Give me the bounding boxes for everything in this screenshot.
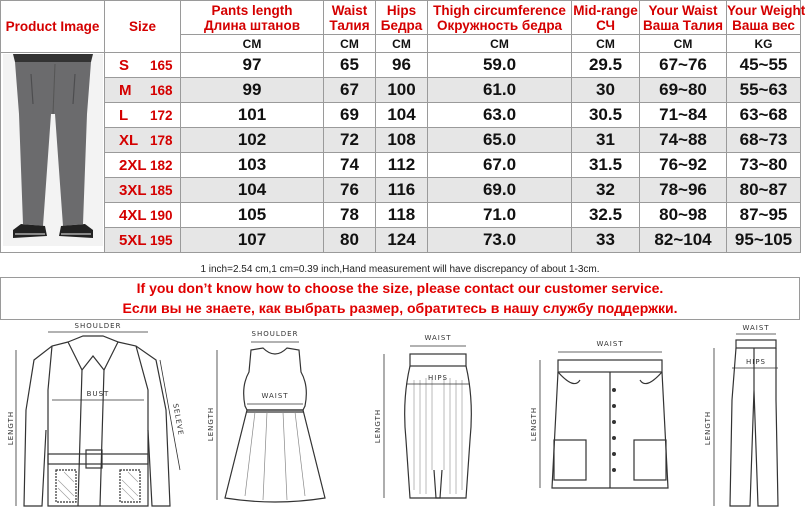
mid-range-value: 29.5 [572, 53, 640, 78]
thigh-value: 67.0 [428, 153, 572, 178]
hips-value: 108 [376, 128, 428, 153]
pants-model-image [3, 54, 103, 246]
dress-waist-label: WAIST [261, 392, 289, 400]
header-thigh: Thigh circumference Окружность бедра [428, 1, 572, 35]
jacket-diagram [8, 320, 190, 512]
header-your-waist: Your Waist Ваша Талия [640, 1, 727, 35]
pants-length-value: 104 [181, 178, 324, 203]
shorts-waist-label: WAIST [596, 340, 624, 348]
unit-cell: CM [181, 35, 324, 53]
your-waist-value: 71~84 [640, 103, 727, 128]
your-weight-value: 87~95 [727, 203, 801, 228]
size-label: XL [105, 128, 143, 153]
hips-value: 112 [376, 153, 428, 178]
header-your-weight: Your Weight Ваша вес [727, 2, 805, 33]
product-image [1, 53, 105, 253]
dress-diagram [205, 320, 340, 512]
size-label: 2XL [105, 153, 143, 178]
jacket-shoulder-label: SHOULDER [74, 322, 122, 330]
contact-notice [0, 277, 800, 320]
jacket-bust-label: BUST [86, 390, 110, 398]
your-waist-value: 67~76 [640, 53, 727, 78]
hips-value: 116 [376, 178, 428, 203]
dress-length-label: LENGTH [207, 406, 215, 442]
pants-waist-label: WAIST [742, 324, 770, 332]
size-label: M [105, 78, 143, 103]
mid-range-value: 32.5 [572, 203, 640, 228]
hips-value: 118 [376, 203, 428, 228]
your-weight-value: 73~80 [727, 153, 801, 178]
pants-length-value: 103 [181, 153, 324, 178]
height-value: 178 [143, 128, 181, 153]
header-product-image: Product Image [1, 1, 105, 53]
height-value: 182 [143, 153, 181, 178]
measurement-note: 1 inch=2.54 cm,1 cm=0.39 inch,Hand measurement will have discrepancy of about 1-3cm. [200, 264, 600, 275]
unit-cell: CM [324, 35, 376, 53]
pants-length-label: LENGTH [704, 410, 712, 446]
pants-diagram [700, 320, 796, 512]
mid-range-value: 32 [572, 178, 640, 203]
height-value: 185 [143, 178, 181, 203]
waist-value: 65 [324, 53, 376, 78]
skirt-length-label: LENGTH [374, 408, 382, 444]
pants-hips-label: HIPS [746, 358, 766, 366]
size-label: L [105, 103, 143, 128]
thigh-value: 65.0 [428, 128, 572, 153]
size-label: 5XL [105, 228, 143, 253]
mid-range-value: 30 [572, 78, 640, 103]
height-value: 195 [143, 228, 181, 253]
table-row [1, 228, 801, 253]
thigh-value: 63.0 [428, 103, 572, 128]
skirt-hips-label: HIPS [428, 374, 448, 382]
dress-shoulder-label: SHOULDER [251, 330, 299, 338]
height-value: 190 [143, 203, 181, 228]
table-row [1, 178, 801, 203]
shorts-length-label: LENGTH [530, 406, 538, 442]
jacket-length-label: LENGTH [7, 410, 15, 446]
jacket-sleeve-label: SELEVE [171, 403, 185, 437]
skirt-waist-label: WAIST [424, 334, 452, 342]
your-waist-value: 76~92 [640, 153, 727, 178]
your-weight-value: 95~105 [727, 228, 801, 253]
pants-length-value: 102 [181, 128, 324, 153]
hips-value: 124 [376, 228, 428, 253]
header-row [1, 1, 801, 35]
your-waist-value: 82~104 [640, 228, 727, 253]
thigh-value: 73.0 [428, 228, 572, 253]
height-value: 172 [143, 103, 181, 128]
pants-length-value: 101 [181, 103, 324, 128]
thigh-value: 71.0 [428, 203, 572, 228]
your-waist-value: 74~88 [640, 128, 727, 153]
unit-cell: CM [428, 35, 572, 53]
your-waist-value: 80~98 [640, 203, 727, 228]
hips-value: 100 [376, 78, 428, 103]
hips-value: 104 [376, 103, 428, 128]
waist-value: 74 [324, 153, 376, 178]
header-mid-range: Mid-range СЧ [573, 2, 638, 33]
size-label: 3XL [105, 178, 143, 203]
unit-cell: CM [376, 35, 428, 53]
pants-length-value: 107 [181, 228, 324, 253]
size-label: S [105, 53, 143, 78]
header-waist: Waist Талия [324, 1, 376, 35]
your-waist-value: 69~80 [640, 78, 727, 103]
pants-length-value: 97 [181, 53, 324, 78]
waist-value: 78 [324, 203, 376, 228]
height-value: 165 [143, 53, 181, 78]
waist-value: 76 [324, 178, 376, 203]
unit-cell: CM [572, 35, 640, 53]
header-pants-length: Pants length Длина штанов [181, 1, 324, 35]
size-label: 4XL [105, 203, 143, 228]
your-waist-value: 78~96 [640, 178, 727, 203]
pants-length-value: 99 [181, 78, 324, 103]
mid-range-value: 33 [572, 228, 640, 253]
waist-value: 80 [324, 228, 376, 253]
contact-russian: Если вы не знаете, как выбрать размер, обратитесь в нашу службу поддержки. [122, 300, 678, 316]
mid-range-value: 31 [572, 128, 640, 153]
table-row [1, 78, 801, 103]
contact-english: If you don’t know how to choose the size, please contact our customer service. [136, 280, 664, 296]
mid-range-value: 31.5 [572, 153, 640, 178]
your-weight-value: 68~73 [727, 128, 801, 153]
unit-cell: KG [727, 35, 801, 53]
thigh-value: 59.0 [428, 53, 572, 78]
waist-value: 72 [324, 128, 376, 153]
your-weight-value: 45~55 [727, 53, 801, 78]
thigh-value: 69.0 [428, 178, 572, 203]
mid-range-value: 30.5 [572, 103, 640, 128]
skirt-diagram [370, 320, 500, 512]
table-row [1, 128, 801, 153]
waist-value: 69 [324, 103, 376, 128]
thigh-value: 61.0 [428, 78, 572, 103]
unit-cell: CM [640, 35, 727, 53]
table-row [1, 203, 801, 228]
your-weight-value: 55~63 [727, 78, 801, 103]
height-value: 168 [143, 78, 181, 103]
waist-value: 67 [324, 78, 376, 103]
header-hips: Hips Бедра [376, 1, 428, 35]
size-chart-table [0, 0, 805, 253]
table-row [1, 103, 801, 128]
hips-value: 96 [376, 53, 428, 78]
shorts-diagram [530, 320, 690, 512]
header-size: Size [105, 1, 181, 53]
table-row [1, 153, 801, 178]
your-weight-value: 63~68 [727, 103, 801, 128]
table-row [1, 53, 801, 78]
pants-length-value: 105 [181, 203, 324, 228]
your-weight-value: 80~87 [727, 178, 801, 203]
